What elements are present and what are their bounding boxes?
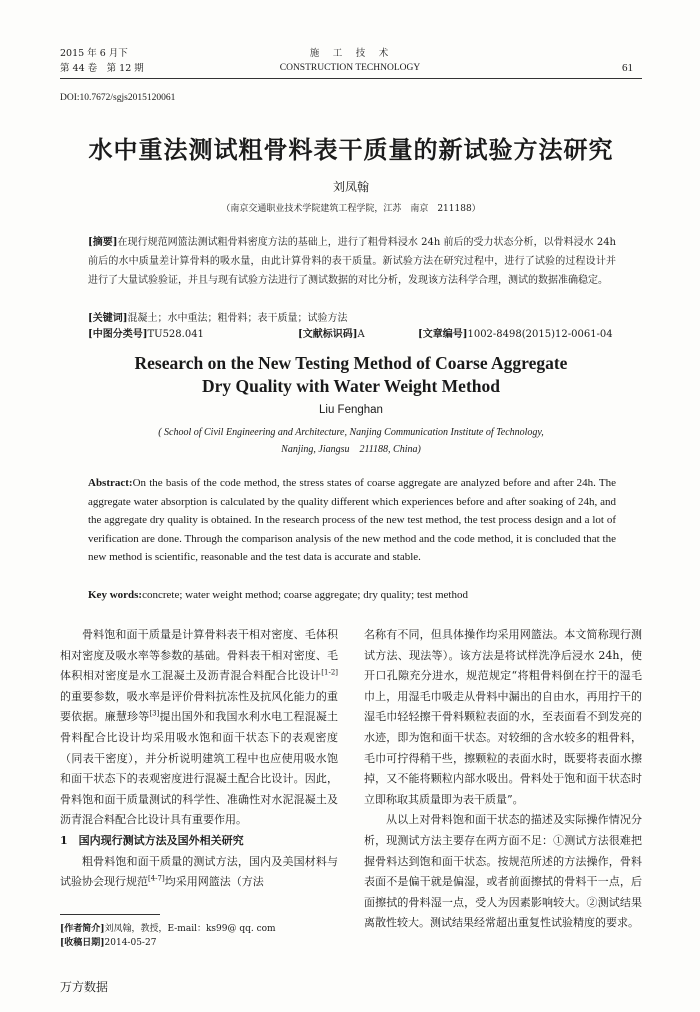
header-rule (60, 78, 642, 79)
footnote-received (60, 936, 338, 950)
citation-ref: [3] (149, 709, 160, 718)
body-paragraph-3: 名称有不同，但具体操作均采用网篮法。本文简称现行测试方法、现法等）。该方法是将试样洗净后浸水 24h，使开口孔隙充分进水，规范规定“将粗骨料倒在拧干的湿毛巾上，用湿毛巾吸走从骨料中漏出的自由水，再用拧干的湿毛巾轻轻擦干骨料颗粒表面的水，至表面看不到发亮的水迹，即为饱和面干状态。对较细的含水较多的粗骨料，毛巾可拧得稍干些，擦颗粒的表面水时，既要将表面水擦掉，又不能将颗粒内部水吸出。骨料处于饱和面干状态时立即称取其质量即为表干质量”。 (364, 628, 642, 806)
doi: DOI:10.7672/sgjs2015120061 (60, 93, 176, 103)
abstract-cn (88, 233, 616, 290)
header-journal-cn: 施 工 技 术 (309, 48, 391, 59)
footnote-author-text: 刘凤翰，教授，E-mail：ks99@ qq. com (104, 924, 276, 934)
keywords-en-label: Key words: (88, 589, 143, 601)
title-en-line1: Research on the New Testing Method of Coarse Aggregate (134, 353, 568, 373)
article-number-value: 1002-8498(2015)12-0061-04 (467, 329, 613, 340)
footnote-received-label: [收稿日期] (60, 938, 105, 948)
body-paragraph-4: 从以上对骨料饱和面干状态的描述及实际操作情况分析，现测试方法主要存在两方面不足：①测试方法很难把握骨料达到饱和面干状态。按规范所述的方法操作，骨料表面不是偏干就是偏湿，或者前面擦拭的骨料干一点，后面擦拭的骨料湿一点，受人为因素影响较大。②测试结果离散性较大。测试结果经常超出重复性试验精度的要求。 (364, 813, 642, 930)
citation-ref: [4-7] (148, 874, 165, 883)
header-journal-en: CONSTRUCTION TECHNOLOGY (279, 63, 421, 73)
section-heading-1: 1 国内现行测试方法及国外相关研究 (60, 833, 244, 847)
header-page-number: 61 (622, 62, 633, 74)
keywords-en-text: concrete; water weight method; coarse aggregate; dry quality; test method (142, 589, 468, 601)
body-left-column (60, 625, 338, 893)
abstract-cn-text: 在现行规范网篮法测试粗骨料密度方法的基础上，进行了粗骨料浸水 24h 前后的受力状态分析，以骨料浸水 24h 前后的水中质量差计算骨料的吸水量，由此计算骨料的表干质量。新试验方法在研究过程中，进行了试验的过程设计并进行了大量试验验证，并且与现有试验方法进行了测试数据的对比分析，发现该方法科学合理，测试的数据准确稳定。 (88, 237, 616, 286)
article-number-label: [文章编号] (418, 329, 468, 340)
doc-code-value: A (357, 329, 365, 340)
body-paragraph-2 (60, 852, 338, 893)
abstract-en (88, 474, 616, 567)
title-en (60, 352, 642, 398)
keywords-cn-label: [关键词] (88, 313, 128, 324)
title-cn: 水中重法测试粗骨料表干质量的新试验方法研究 (88, 135, 614, 164)
affiliation-en (60, 424, 642, 458)
abstract-cn-label: [摘要] (88, 237, 118, 248)
affiliation-en-line1: ( School of Civil Engineering and Architecture, Nanjing Communication Institute of Technology, (158, 427, 544, 438)
clc-label: [中图分类号] (88, 329, 148, 340)
body-p2-part-b: 均采用网篮法（方法 (164, 875, 264, 889)
watermark: 万方数据 (60, 980, 109, 994)
doc-code-label: [文献标识码] (298, 329, 358, 340)
body-p1-part-b: 的重要参数，吸水率是评价骨料抗冻性及抗风化能力的重要依据。廉慧珍等 (60, 689, 338, 724)
footnote-author (60, 922, 338, 936)
clc-value: TU528.041 (147, 329, 204, 340)
header-date: 2015 年 6 月下 (60, 48, 128, 59)
abstract-en-label: Abstract: (88, 477, 133, 489)
keywords-cn-text: 混凝土；水中重法；粗骨料；表干质量；试验方法 (127, 313, 348, 324)
classification-line (88, 325, 616, 344)
citation-ref: [1-2] (321, 668, 338, 677)
author-en: Liu Fenghan (319, 404, 383, 416)
body-p2-part-a: 粗骨料饱和面干质量的测试方法，国内及美国材料与试验协会现行规范 (60, 854, 338, 889)
footnote (60, 922, 338, 950)
title-en-line2: Dry Quality with Water Weight Method (202, 376, 500, 396)
affiliation-cn: （南京交通职业技术学院建筑工程学院，江苏 南京 211188） (221, 204, 481, 214)
header-volume: 第 44 卷 第 12 期 (60, 63, 144, 74)
body-right-column (364, 625, 642, 934)
abstract-en-text: On the basis of the code method, the stress states of coarse aggregate are analyzed before and after 24h. The aggregate water absorption is calculated by the quality different which experiences before and after soaking of 24h, and the aggregate dry quality is obtained. In the research process of the new test method, the test process design and a lot of verification are done. Through the comparison analysis of the new method and the code method, it is concluded that the new method is scientific, reasonable and the test data is accurate and stable. (88, 477, 616, 564)
body-paragraph-1 (60, 625, 338, 831)
author-cn: 刘凤翰 (332, 180, 369, 194)
footnote-rule (60, 914, 160, 915)
footnote-received-text: 2014-05-27 (104, 938, 157, 948)
body-p1-part-a: 骨料饱和面干质量是计算骨料表干相对密度、毛体积相对密度及吸水率等参数的基础。骨料表干相对密度、毛体积相对密度是水工混凝土及沥青混合料配合比设计 (60, 628, 338, 683)
body-p1-part-c: 提出国外和我国水利水电工程混凝土骨料配合比设计均采用吸水饱和面干状态下的表观密度（同表干密度），并分析说明建筑工程中也应使用吸水饱和面干状态下的表观密度进行混凝土配合比设计。因此，骨料饱和面干质量测试的科学性、准确性对水泥混凝土及沥青混合料配合比设计具有重要作用。 (60, 710, 338, 827)
footnote-author-label: [作者简介] (60, 924, 105, 934)
affiliation-en-line2: Nanjing, Jiangsu 211188, China) (281, 444, 421, 455)
keywords-en (88, 586, 616, 605)
